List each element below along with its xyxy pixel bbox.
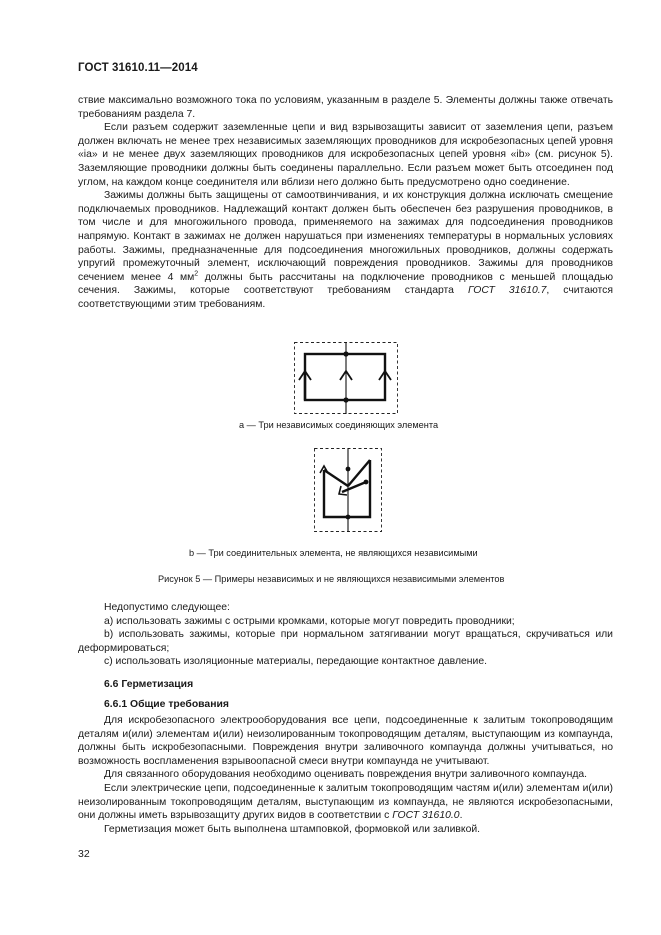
text-run: . xyxy=(459,810,463,822)
text-block-2 xyxy=(78,601,613,669)
text-run: , считаются соответствующими этим требованиям. xyxy=(78,285,613,310)
figure-b-diagram xyxy=(314,448,382,532)
paragraph: Для искробезопасного электрооборудования все цепи, подсоединенные к залитым токопроводящим деталям и(или) элементам и(или) неизолированным токопроводящим деталям, выступающим из компаунда, должны быть искробезопасными. Повреждения внутри заливочного компаунда должны учитываться, но возможность воспламенения взрывоопасной смеси внутри компаунда не учитывают. xyxy=(78,715,613,767)
paragraph: ствие максимально возможного тока по условиям, указанным в разделе 5. Элементы должны также отвечать требованиям раздела 7. xyxy=(78,95,613,120)
text-block-1 xyxy=(78,94,613,312)
subsection-heading: 6.6.1 Общие требования xyxy=(104,699,229,710)
figure-b-caption: b — Три соединительных элемента, не являющихся независимыми xyxy=(189,548,478,558)
text-block-3 xyxy=(78,714,613,836)
figure-a-caption: а — Три независимых соединяющих элемента xyxy=(239,420,439,430)
text-run: Если электрические цепи, подсоединенные к залитым токопроводящим частям и(или) элементам и(или) неизолированным токопроводящим деталям, выступающим из компаунда, не являются искробезопасными, они должны иметь взрывозащиту других видов в соответствии с xyxy=(78,782,613,822)
document-header: ГОСТ 31610.11—2014 xyxy=(78,62,198,74)
paragraph: Если разъем содержит заземленные цепи и вид взрывозащиты зависит от заземления цепи, разъем должен включать не менее трех независимых заземляющих проводников для искробезопасных цепей уровня «ia» и не менее двух заземляющих проводников для искробезопасных цепей уровня «ib» (см. рисунок 5). Заземляющие проводники должны быть соединены параллельно. Если разъем может быть отсоединен под углом, на каждом конце соединителя или вблизи него должно быть предусмотрено одно соединение. xyxy=(78,122,613,188)
standard-reference: ГОСТ 31610.0 xyxy=(392,810,460,822)
paragraph xyxy=(78,189,613,311)
paragraph: Герметизация может быть выполнена штамповкой, формовкой или заливкой. xyxy=(104,823,481,835)
standard-reference: ГОСТ 31610.7 xyxy=(467,285,547,297)
page-number: 32 xyxy=(78,848,90,860)
section-heading: 6.6 Герметизация xyxy=(104,679,194,690)
list-item: с) использовать изоляционные материалы, передающие контактное давление. xyxy=(104,656,488,668)
list-item: b) использовать зажимы, которые при нормальном затягивании могут вращаться, скручиваться или деформироваться; xyxy=(78,629,613,654)
figure-a-diagram xyxy=(294,342,398,414)
paragraph xyxy=(78,782,613,823)
figure-title: Рисунок 5 — Примеры независимых и не являющихся независимыми элементов xyxy=(158,574,505,584)
list-item: а) использовать зажимы с острыми кромками, которые могут повредить проводники; xyxy=(104,615,515,627)
superscript: 2 xyxy=(194,270,199,278)
paragraph: Недопустимо следующее: xyxy=(104,602,230,613)
text-run: должны быть рассчитаны на подключение проводников с меньшей площадью сечения. Зажимы, которые соответствуют требованиям стандарта xyxy=(78,271,613,297)
paragraph: Для связанного оборудования необходимо оценивать повреждения внутри заливочного компаунда. xyxy=(104,769,588,781)
text-run: Зажимы должны быть защищены от самоотвинчивания, и их конструкция должна исключать смещение подключаемых проводников. Надлежащий контакт должен быть обеспечен без разрушения проводников, в том числе и для многожильного провода, применяемого на зажимах для подсоединения проводников напрямую. Контакт в зажимах не должен нарушаться при изменениях температуры в нормальных условиях работы. Зажимы, предназначенные для подсоединения многожильных проводников, должны содержать упругий промежуточный элемент, исключающий повреждения проводников. Зажимы для проводников сечением менее 4 мм xyxy=(78,190,613,283)
